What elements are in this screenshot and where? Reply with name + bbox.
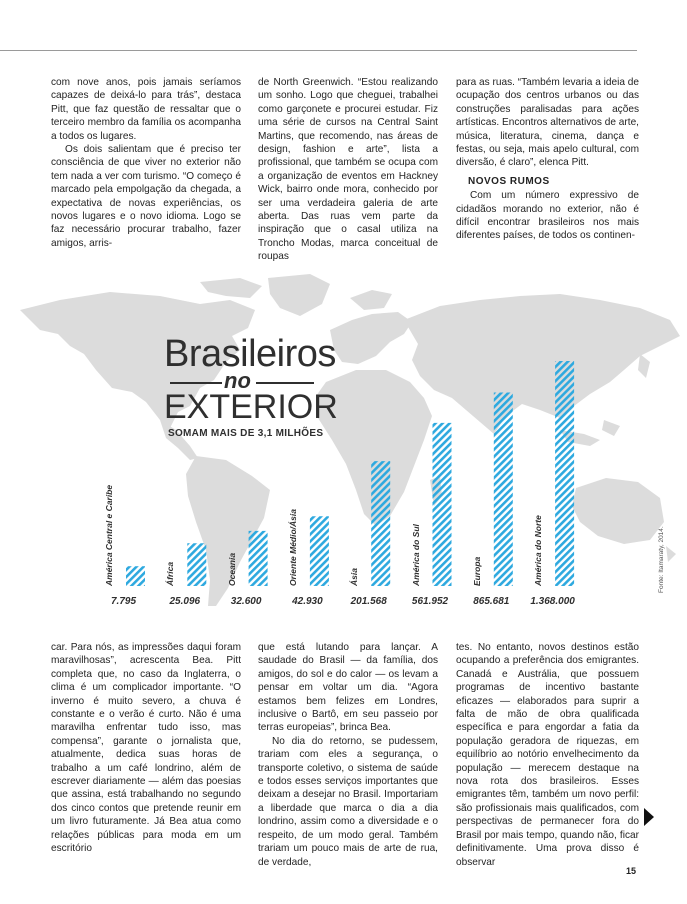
paragraph: Os dois salientam que é preciso ter consciência de que viver no exterior não tem nada a ver com turismo. “O começo é marcado pela empolgação da chegada, a expectativa de novas experiências, os novos lugares e o novo idioma. Logo se faz necessário procurar trabalho, fazer amigos, arris- [51, 144, 241, 249]
bar-3 [310, 516, 329, 586]
bar-category-label: África [165, 561, 176, 586]
bar-category-label: América do Sul [410, 524, 421, 586]
chart-source: Fonte: Itamaraty, 2014. [658, 526, 665, 593]
page-number: 15 [626, 866, 637, 876]
bar-4 [371, 461, 390, 586]
paragraph: para as ruas. “Também levaria a ideia de ocupação dos centros urbanos ou das construções paralisadas para ações artísticas. Encontros alternativos de arte, música, literatura, cinema, dança e festas, ou seja, mais apelo cultural, com diversão, é claro”, elenca Pitt. [456, 77, 639, 169]
infographic-title-mid: no [224, 368, 251, 393]
bar-category-label: Oriente Médio/Ásia [287, 509, 298, 586]
bar-2 [249, 531, 268, 586]
bar-value-label: 32.600 [230, 596, 262, 607]
bottom-column-1 [51, 641, 241, 856]
bar-7 [555, 361, 574, 586]
top-column-1 [51, 76, 241, 250]
paragraph: car. Para nós, as impressões daqui foram maravilhosas”, acrescenta Bea. Pitt completa que, no caso da Inglaterra, o clima é um complicador importante. “O inverno é muito severo, a chuva é constante e o verão é curto. Não é uma maravilha enfrentar tudo isso, mas compensa”, garante o jornalista que, atualmente, dedica suas horas de trabalho a um café londrino, além de escrever diariamente — além das poesias que assina, está trabalhando no segundo dos cinco contos que pretende reunir em um livro futuramente. Já Bea atua como relações públicas para moda em um escritório [51, 642, 241, 855]
bottom-column-3 [456, 641, 639, 869]
bar-value-label: 561.952 [411, 596, 449, 607]
paragraph: que está lutando para lançar. A saudade do Brasil — da família, dos amigos, do sol e do calor — os levam a pensar em voltar um dia. “Agora estamos bem felizes em Londres, inclusive o Bartô, em seu passeio por terras europeias”, brinca Bea. [258, 642, 438, 734]
bar-1 [187, 543, 206, 586]
bar-value-label: 7.795 [110, 596, 137, 607]
infographic-subtitle: SOMAM MAIS DE 3,1 MILHÕES [168, 428, 324, 439]
bar-5 [433, 423, 452, 586]
paragraph: com nove anos, pois jamais seríamos capazes de deixá-lo para trás”, destaca Pitt, que faz questão de ressaltar que o terceiro membro da família os acompanha a todos os lugares. [51, 77, 241, 142]
bar-value-label: 25.096 [169, 596, 201, 607]
top-rule [0, 50, 637, 51]
infographic [0, 270, 687, 630]
bar-value-label: 201.568 [350, 596, 387, 607]
section-subheading: NOVOS RUMOS [468, 175, 550, 187]
bar-0 [126, 566, 145, 586]
bar-category-label: América Central e Caribe [104, 484, 114, 586]
infographic-title-top: Brasileiros [164, 333, 336, 375]
bar-value-label: 865.681 [473, 596, 510, 607]
bar-value-label: 1.368.000 [530, 596, 575, 607]
bar-category-label: América do Norte [533, 515, 544, 586]
bar-6 [494, 393, 513, 587]
bar-value-label: 42.930 [292, 596, 323, 607]
paragraph: Com um número expressivo de cidadãos morando no exterior, não é difícil encontrar brasileiros nos mais diferentes países, de todos os continen- [456, 190, 639, 242]
top-column-3 [456, 76, 639, 243]
continue-arrow-icon [644, 808, 654, 826]
paragraph: de North Greenwich. “Estou realizando um sonho. Logo que cheguei, trabalhei como garçonete e procurei estudar. Fiz uma série de cursos na Central Saint Martins, que recomendo, nas áreas de design, fashion e arte”, lista a profissional, que também se ocupa com a organização de eventos em Hackney Wick, bairro onde mora, conhecido por ser uma verdadeira galeria de arte aberta. Das ruas vem parte da inspiração que o casal utiliza na Troncho Modas, marca conceitual de roupas [258, 77, 438, 263]
infographic-title-bottom: EXTERIOR [164, 388, 338, 426]
bar-category-label: Oceania [226, 552, 237, 586]
top-column-2 [258, 76, 438, 264]
bar-category-label: Europa [471, 556, 482, 586]
bottom-column-2 [258, 641, 438, 869]
bar-category-label: Ásia [349, 568, 360, 586]
paragraph: tes. No entanto, novos destinos estão ocupando a preferência dos emigrantes. Canadá e Austrália, que possuem programas de incentivo bastante eficazes — elaborados para suprir a falta de mão de obra qualificada específica e para engordar a fatia da população geradora de riquezas, em equilíbrio ao notório envelhecimento da população — merecem destaque na nova rota dos brasileiros. Esses emigrantes têm, também um novo perfil: são profissionais mais qualificados, com perspectivas de permanecer fora do Brasil por mais tempo, quando não, ficar definitivamente. Uma prova disso é observar [456, 642, 639, 868]
paragraph: No dia do retorno, se pudessem, trariam com eles a segurança, o transporte coletivo, o sistema de saúde e todos esses serviços importantes que deixam a desejar no Brasil. Importariam a liberdade que marca o dia a dia londrino, assim como a diversidade e o respeito, de um modo geral. Também trariam um pouco mais de arte de rua, de verdade, [258, 735, 438, 868]
